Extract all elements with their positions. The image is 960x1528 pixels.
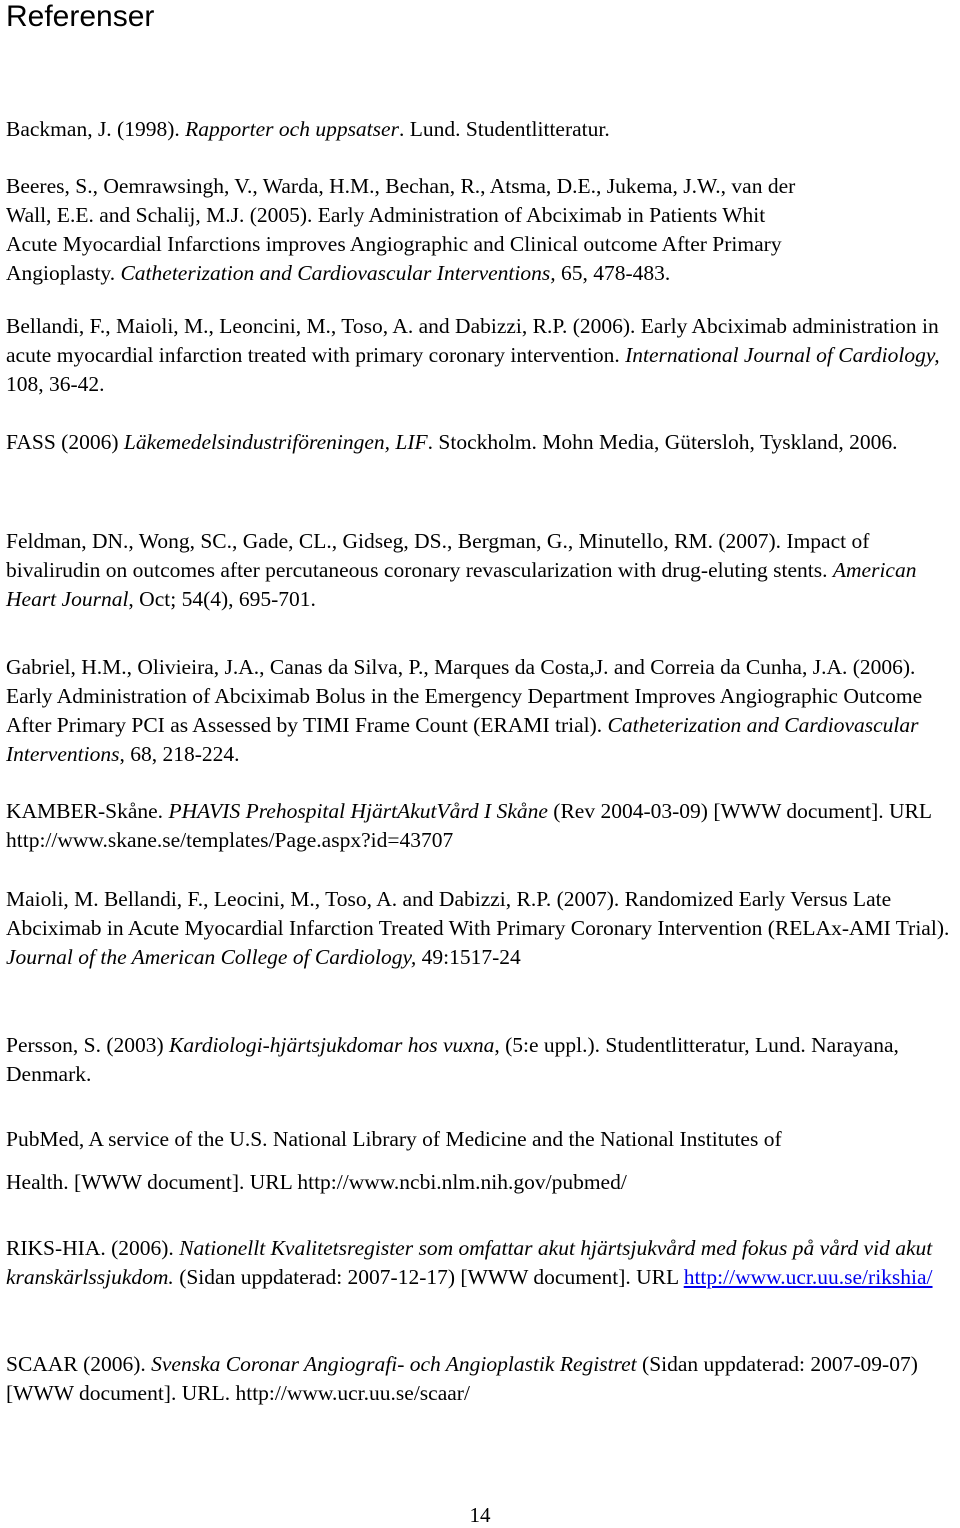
reference-maioli: Maioli, M. Bellandi, F., Leocini, M., Toso, A. and Dabizzi, R.P. (2007). Randomized Early Versus Late Abciximab in Acute Myocardial Infarction Treated With Primary Coronary Intervention (RELAx-AMI Trial). Journal of the American College of Cardiology, 49:1517-24 bbox=[6, 887, 950, 969]
reference-kamber: KAMBER-Skåne. PHAVIS Prehospital HjärtAkutVård I Skåne (Rev 2004-03-09) [WWW document]. URL http://www.skane.se/templates/Page.aspx?id=43707 bbox=[6, 799, 932, 852]
reference-gabriel: Gabriel, H.M., Olivieira, J.A., Canas da Silva, P., Marques da Costa,J. and Correia da Cunha, J.A. (2006). Early Administration of Abciximab Bolus in the Emergency Department Improves Angiographic Outcome After Primary PCI as Assessed by TIMI Frame Count (ERAMI trial). Catheterization and Cardiovascular Interventions, 68, 218-224. bbox=[6, 655, 923, 766]
reference-beeres: Beeres, S., Oemrawsingh, V., Warda, H.M., Bechan, R., Atsma, D.E., Jukema, J.W., van der Wall, E.E. and Schalij, M.J. (2005). Early Administration of Abciximab in Patients Whit Acute Myocardial Infarctions improves Angiographic and Clinical outcome After Primary Angioplasty. Catheterization and Cardiovascular Interventions, 65, 478-483. bbox=[6, 174, 796, 285]
riks-hia-link[interactable]: http://www.ucr.uu.se/rikshia/ bbox=[683, 1265, 933, 1289]
reference-bellandi: Bellandi, F., Maioli, M., Leoncini, M., Toso, A. and Dabizzi, R.P. (2006). Early Abciximab administration in acute myocardial infarction treated with primary coronary intervention. International Journal of Cardiology, 108, 36-42. bbox=[6, 314, 940, 396]
reference-riks-hia: RIKS-HIA. (2006). Nationellt Kvalitetsregister som omfattar akut hjärtsjukvård med fokus på vård vid akut kranskärlssjukdom. (Sidan uppdaterad: 2007-12-17) [WWW document]. URL http://www.ucr.uu.se/rikshia/ bbox=[6, 1236, 933, 1289]
reference-scaar: SCAAR (2006). Svenska Coronar Angiografi- och Angioplastik Registret (Sidan uppdaterad: 2007-09-07) [WWW document]. URL. http://www.ucr.uu.se/scaar/ bbox=[6, 1352, 918, 1405]
reference-pubmed: PubMed, A service of the U.S. National Library of Medicine and the National Institutes of Health. [WWW document]. URL http://www.ncbi.nlm.nih.gov/pubmed/ bbox=[6, 1127, 782, 1194]
reference-feldman: Feldman, DN., Wong, SC., Gade, CL., Gidseg, DS., Bergman, G., Minutello, RM. (2007). Impact of bivalirudin on outcomes after percutaneous coronary revascularization with drug-eluting stents. American Heart Journal, Oct; 54(4), 695-701. bbox=[6, 529, 917, 611]
reference-backman: Backman, J. (1998). Rapporter och uppsatser. Lund. Studentlitteratur. bbox=[6, 117, 610, 141]
page-title: Referenser bbox=[6, 0, 155, 33]
reference-fass: FASS (2006) Läkemedelsindustriföreningen, LIF. Stockholm. Mohn Media, Gütersloh, Tyskland, 2006. bbox=[6, 430, 898, 454]
page-number: 14 bbox=[469, 1503, 491, 1527]
reference-persson: Persson, S. (2003) Kardiologi-hjärtsjukdomar hos vuxna, (5:e uppl.). Studentlitteratur, Lund. Narayana, Denmark. bbox=[6, 1033, 899, 1086]
